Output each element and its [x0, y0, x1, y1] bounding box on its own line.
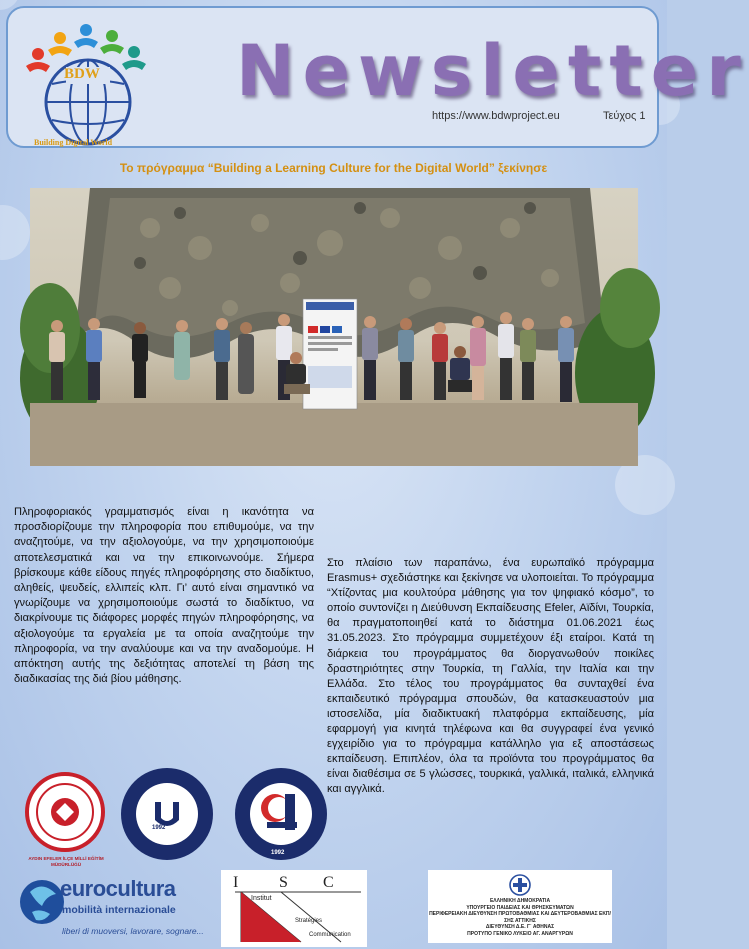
- isc-logo: [221, 870, 367, 947]
- eurocultura-globe-icon: [16, 872, 66, 932]
- isc-letter-c: C: [323, 874, 334, 891]
- adu-year: 1992: [152, 825, 166, 831]
- eurocultura-name: eurocultura: [60, 876, 176, 901]
- greek-school-text: [428, 898, 612, 938]
- page-title: Newsletter: [236, 30, 749, 112]
- isc-letter-i: I: [233, 874, 239, 891]
- greek-line: ΔΙΕΥΘΥΝΣΗ Δ.Ε. Γ΄ ΑΘΗΝΑΣ: [485, 924, 555, 931]
- newsletter-header: [6, 6, 749, 148]
- isc-word-strategies: Stratégies: [295, 918, 323, 924]
- comu-year: 1992: [271, 850, 285, 856]
- adnan-menderes-university-logo: [117, 764, 217, 864]
- bdw-logo-abbr: BDW: [64, 66, 100, 82]
- isc-letter-s: S: [279, 874, 288, 891]
- bdw-logo-caption: Building Digital World: [34, 138, 113, 147]
- greek-line: ΕΛΛΗΝΙΚΗ ΔΗΜΟΚΡΑΤΙΑ: [489, 898, 551, 904]
- project-url[interactable]: https://www.bdwproject.eu: [432, 110, 560, 122]
- article-headline: Το πρόγραμμα “Building a Learning Culture for the Digital World” ξεκίνησε: [119, 161, 548, 175]
- issue-number: Τεύχος 1: [603, 110, 646, 122]
- greek-emblem-icon: [509, 874, 531, 896]
- greek-line: ΥΠΟΥΡΓΕΙΟ ΠΑΙΔΕΙΑΣ ΚΑΙ ΘΡΗΣΚΕΥΜΑΤΩΝ: [466, 904, 574, 911]
- greek-line: ΠΕΡΙΦΕΡΕΙΑΚΗ ΔΙΕΥΘΥΝΣΗ ΠΡΩΤΟΒΑΘΜΙΑΣ ΚΑΙ ΔΕΥΤΕΡΟΒΑΘΜΙΑΣ ΕΚΠ/ΣΗΣ ΑΤΤΙΚΗΣ: [429, 911, 611, 924]
- isc-word-institut: Institut: [251, 895, 272, 902]
- intro-paragraph: Πληροφοριακός γραμματισμός είναι η ικανότητα να προσδιορίζουμε την πληροφορία που επιθυμούμε, να την αναζητούμε, να την αξιολογούμε, να την χρησιμοποιούμε αποτελεσματικά και να την επικοινωνούμε. Σήμερα βρίσκουμε κάθε είδους πηγές πληροφόρησης στο διαδίκτυο, αληθείς, ψευδείς, ελλιπείς κλπ. Γι’ αυτό είναι σημαντικό να γνωρίζουμε να χρησιμοποιούμε σωστά το διαδίκτυο, να διακρίνουμε τις διάφορες μορφές πηγών πληροφόρησης, να αξιολογούμε τα εργαλεία με τα οποία αναζητούμε την πληροφορία, να την αναλύουμε και να την αναδομούμε. Η απόκτηση αυτής της δεξιότητας αποτελεί τη βάση της διαδικασίας της διά βίου μάθησης.: [14, 506, 314, 686]
- canakkale-university-logo: [231, 764, 331, 864]
- efeler-education-logo: [20, 770, 110, 860]
- efeler-caption: AYDIN EFELER İLÇE MİLLİ EĞİTİM MÜDÜRLÜĞÜ: [28, 856, 104, 867]
- greek-school-logo: [428, 870, 612, 943]
- eurocultura-subtitle: mobilità internazionale: [62, 904, 176, 916]
- eurocultura-tagline: liberi di muoversi, lavorare, sognare...: [62, 926, 204, 936]
- group-photo-illustration: [30, 188, 638, 466]
- program-paragraph: Στο πλαίσιο των παραπάνω, ένα ευρωπαϊκό πρόγραμμα Erasmus+ σχεδιάστηκε και ξεκίνησε να υλοποιείται. Το πρόγραμμα “Χτίζοντας μια κουλτούρα μάθησης για τον ψηφιακό κόσμο”, το οποίο συντονίζει η Διεύθυνση Εκπαίδευσης Efeler, Αϊδίνι, Τουρκία, θα πραγματοποιηθεί κατά το διάστημα 01.06.2021 έως 31.05.2023. Στο πρόγραμμα συμμετέχουν έξι εταίροι. Κατά τη διάρκεια του προγράμματος θα διοργανωθούν ποικίλες δραστηριότητες στην Τουρκία, τη Γαλλία, την Ιταλία και την Ελλάδα. Στο τέλος του προγράμματος θα συνταχθεί ένα εκπαιδευτικό πρόγραμμα σπουδών, θα κατασκευαστούν μια ιστοσελίδα, μία διαδικτυακή πλατφόρμα εκπαίδευσης, μία εφαρμογή για κινητά τηλέφωνα και θα συγγραφεί ένα γενικό εγχειρίδιο για το πρόγραμμα κατάλληλο για εξ αποστάσεως εκπαίδευση. Επιπλέον, όλα τα προϊόντα του προγράμματος θα είναι διαθέσιμα σε 5 γλώσσες, τουρκικά, γαλλικά, ιταλικά, ελληνικά και αγγλικά.: [327, 557, 654, 796]
- group-photo: [30, 188, 638, 466]
- greek-line: ΠΡΟΤΥΠΟ ΓΕΝΙΚΟ ΛΥΚΕΙΟ ΑΓ. ΑΝΑΡΓΥΡΩΝ: [467, 930, 573, 937]
- isc-word-communication: Communication: [309, 932, 351, 938]
